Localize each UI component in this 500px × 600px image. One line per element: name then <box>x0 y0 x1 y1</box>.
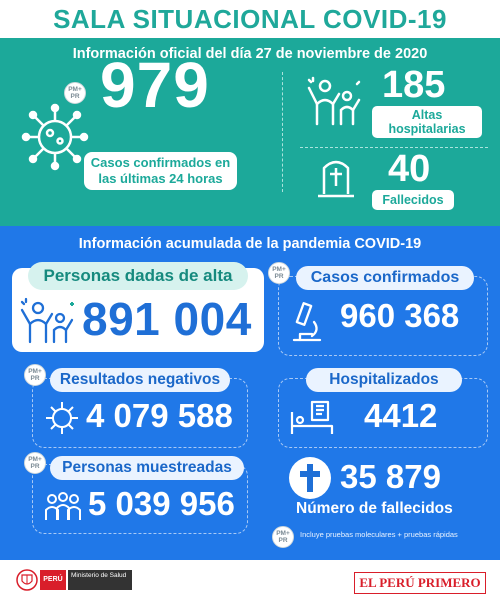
footer <box>0 560 500 600</box>
confirmed-label: Casos confirmados <box>296 266 474 290</box>
page-title: SALA SITUACIONAL COVID-19 <box>53 3 447 34</box>
deaths-total-label: Número de fallecidos <box>296 500 453 517</box>
hospitalized-label: Hospitalizados <box>306 368 462 392</box>
discharged-people-icon <box>305 74 365 128</box>
campaign-logo: EL PERÚ PRIMERO <box>354 572 486 594</box>
pm-pr-badge-text: PM+ PR <box>68 86 82 100</box>
divider <box>282 72 283 192</box>
daily-discharges-value: 185 <box>382 64 446 106</box>
pm-pr-badge-text: PM+ PR <box>28 368 42 382</box>
daily-cases-label: Casos confirmados en las últimas 24 horas <box>84 152 237 190</box>
pm-pr-badge-text: PM+ PR <box>276 530 290 544</box>
daily-deaths-value: 40 <box>388 148 431 190</box>
peru-label: PERÚ <box>40 570 66 590</box>
sampled-value: 5 039 956 <box>88 485 235 522</box>
cross-icon <box>288 456 332 500</box>
group-people-icon <box>42 490 84 524</box>
sampled-label: Personas muestreadas <box>50 456 244 480</box>
pm-pr-badge <box>268 262 290 284</box>
discharged-label: Personas dadas de alta <box>28 262 248 290</box>
deaths-total-value: 35 879 <box>340 458 441 495</box>
tombstone-icon <box>314 154 358 200</box>
confirmed-value: 960 368 <box>340 297 460 334</box>
pm-pr-badge <box>64 82 86 104</box>
virus-icon <box>20 102 90 172</box>
pm-pr-badge-text: PM+ PR <box>272 266 286 280</box>
microscope-icon <box>286 300 326 344</box>
negative-value: 4 079 588 <box>86 397 233 434</box>
cumulative-subtitle: Información acumulada de la pandemia COVID-19 <box>78 236 422 252</box>
discharged-value: 891 004 <box>82 293 252 345</box>
discharged-people-icon <box>18 296 78 346</box>
pm-pr-badge <box>24 452 46 474</box>
virus-icon <box>42 398 82 438</box>
daily-deaths-label: Fallecidos <box>372 190 454 210</box>
pm-pr-badge <box>24 364 46 386</box>
title-bar <box>0 0 500 38</box>
pm-pr-badge-text: PM+ PR <box>28 456 42 470</box>
ministry-label: Ministerio de Salud <box>68 570 132 590</box>
daily-cases-value: 979 <box>100 49 210 121</box>
tests-note: Incluye pruebas moleculares + pruebas rápidas <box>300 530 458 539</box>
daily-discharges-label: Altas hospitalarias <box>372 106 482 138</box>
pm-pr-badge <box>272 526 294 548</box>
negative-label: Resultados negativos <box>50 368 230 392</box>
daily-subtitle: Información oficial del día 27 de noviembre de 2020 <box>72 46 428 62</box>
hospitalized-value: 4412 <box>364 397 438 434</box>
peru-coat-of-arms-icon <box>16 569 38 591</box>
hospital-bed-icon <box>288 398 336 438</box>
